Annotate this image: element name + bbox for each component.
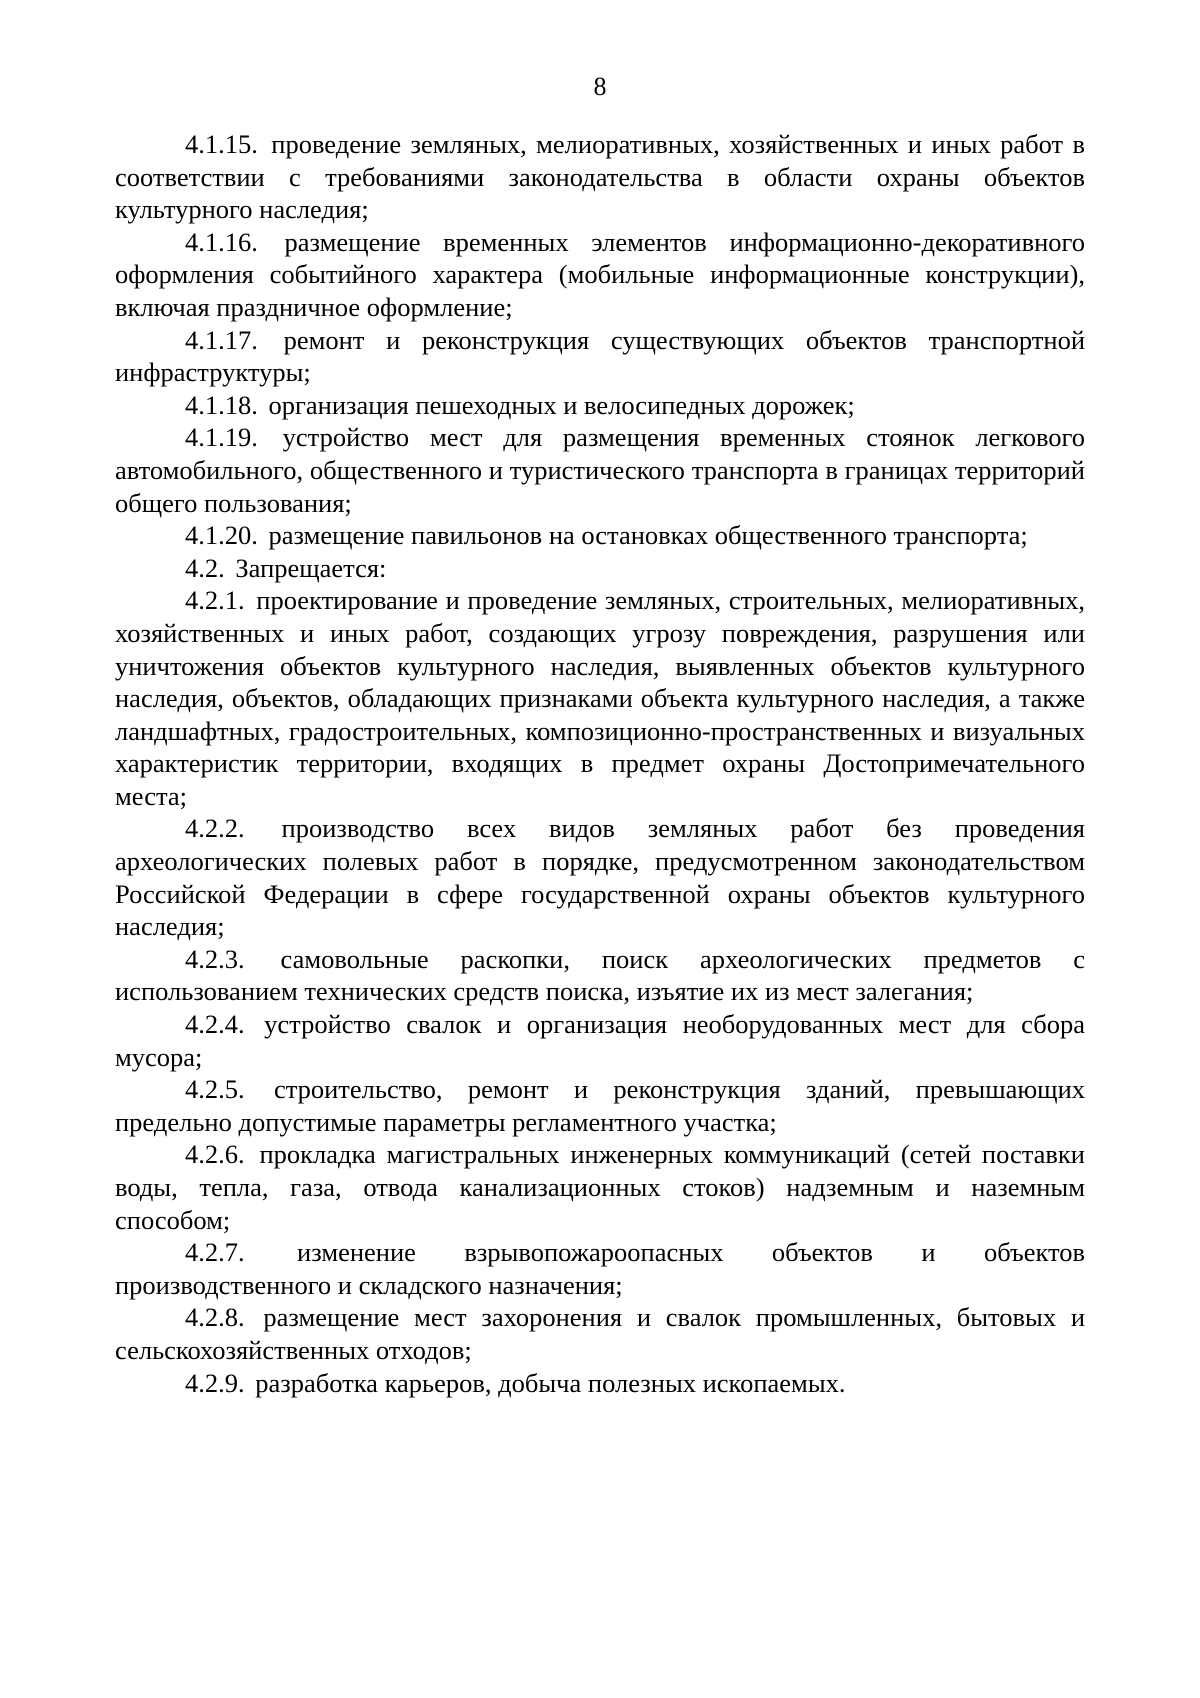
paragraph-4-2-8 xyxy=(115,1301,1085,1366)
paragraph-text: размещение мест захоронения и свалок промышленных, бытовых и сельскохозяйственных отходов; xyxy=(115,1302,1086,1365)
page-number: 8 xyxy=(593,72,607,101)
paragraph-4-1-17 xyxy=(115,324,1085,389)
paragraph-4-1-15 xyxy=(115,128,1085,226)
paragraph-text: производство всех видов земляных работ без проведения археологических полевых работ в порядке, предусмотренном законодательством Российской Федерации в сфере государственной охраны объектов культурного наследия; xyxy=(115,813,1085,942)
paragraph-4-2-1 xyxy=(115,584,1085,812)
paragraph-text: ремонт и реконструкция существующих объектов транспортной инфраструктуры; xyxy=(115,324,1086,388)
paragraph-number: 4.1.18. xyxy=(185,389,258,420)
paragraph-text: изменение взрывопожароопасных объектов и объектов производственного и складского назначения; xyxy=(115,1237,1086,1300)
paragraph-number: 4.2.8. xyxy=(185,1302,245,1333)
paragraph-4-2-3 xyxy=(115,943,1085,1008)
paragraph-number: 4.1.15. xyxy=(185,129,258,159)
paragraph-4-2-2 xyxy=(115,812,1085,942)
paragraph-number: 4.2.2. xyxy=(185,813,245,844)
paragraph-number: 4.1.16. xyxy=(185,226,258,257)
paragraph-text: проектирование и проведение земляных, строительных, мелиоративных, хозяйственных и иных работ, создающих угрозу повреждения, разрушения или уничтожения объектов культурного наследия, выявленных объектов культурного наследия, объектов, обладающих признаками объекта культурного наследия, а также ландшафтных, градостроительных, композиционно-пространственных и визуальных характеристик территории, входящих в предмет охраны Достопримечательного места; xyxy=(115,585,1085,811)
paragraph-text: разработка карьеров, добыча полезных ископаемых. xyxy=(255,1367,846,1398)
paragraph-number: 4.2.7. xyxy=(185,1237,245,1268)
paragraph-text: устройство свалок и организация необорудованных мест для сбора мусора; xyxy=(115,1009,1085,1072)
document-body xyxy=(115,128,1085,1399)
paragraph-text: проведение земляных, мелиоративных, хозяйственных и иных работ в соответствии с требованиями законодательства в области охраны объектов культурного наследия; xyxy=(115,129,1086,225)
paragraph-number: 4.1.20. xyxy=(185,520,258,551)
paragraph-text: устройство мест для размещения временных стоянок легкового автомобильного, общественного и туристического транспорта в границах территорий общего пользования; xyxy=(115,422,1085,518)
paragraph-text: самовольные раскопки, поиск археологических предметов с использованием технических средств поиска, изъятие их из мест залегания; xyxy=(115,943,1086,1007)
paragraph-text: размещение павильонов на остановках общественного транспорта; xyxy=(268,520,1028,551)
paragraph-text: строительство, ремонт и реконструкция зданий, превышающих предельно допустимые параметры регламентного участка; xyxy=(115,1074,1085,1137)
paragraph-4-2-7 xyxy=(115,1236,1085,1301)
paragraph-text: Запрещается: xyxy=(235,552,387,583)
paragraph-4-2-5 xyxy=(115,1073,1085,1138)
paragraph-4-1-18 xyxy=(115,389,1085,422)
paragraph-4-1-20 xyxy=(115,519,1085,552)
paragraph-4-2 xyxy=(115,552,1085,585)
paragraph-4-2-4 xyxy=(115,1008,1085,1073)
paragraph-number: 4.2.6. xyxy=(185,1139,245,1170)
paragraph-4-2-6 xyxy=(115,1138,1085,1236)
paragraph-4-1-16 xyxy=(115,226,1085,324)
paragraph-number: 4.2.1. xyxy=(185,585,245,616)
paragraph-number: 4.1.19. xyxy=(185,422,258,453)
paragraph-number: 4.2.9. xyxy=(185,1367,245,1398)
paragraph-4-2-9 xyxy=(115,1367,1085,1400)
paragraph-number: 4.2.3. xyxy=(185,943,245,974)
paragraph-text: прокладка магистральных инженерных коммуникаций (сетей поставки воды, тепла, газа, отвода канализационных стоков) надземным и наземным способом; xyxy=(115,1139,1085,1235)
paragraph-number: 4.2.5. xyxy=(185,1074,245,1105)
paragraph-4-1-19 xyxy=(115,421,1085,519)
paragraph-text: размещение временных элементов информационно-декоративного оформления событийного характера (мобильные информационные конструкции), включая праздничное оформление; xyxy=(115,226,1086,322)
paragraph-number: 4.2. xyxy=(185,552,225,583)
paragraph-text: организация пешеходных и велосипедных дорожек; xyxy=(268,389,855,420)
paragraph-number: 4.2.4. xyxy=(185,1009,245,1040)
paragraph-number: 4.1.17. xyxy=(185,324,258,355)
